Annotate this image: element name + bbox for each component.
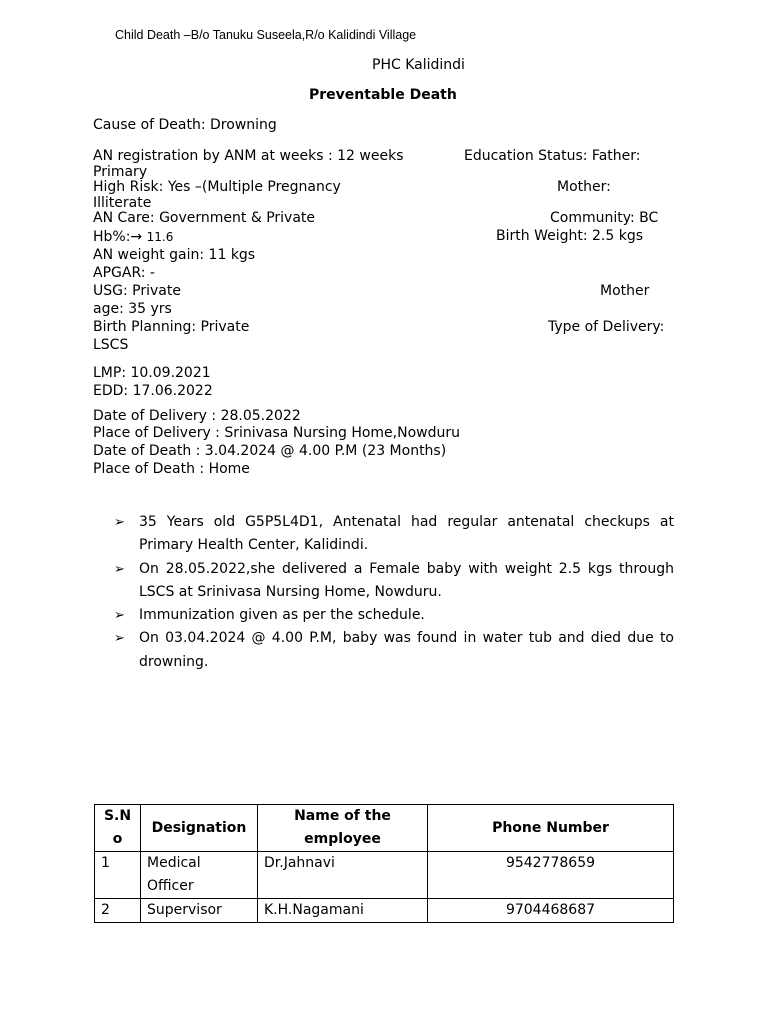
- mother-label: Mother:: [557, 179, 611, 195]
- usg: USG: Private: [93, 283, 181, 299]
- header-phone: Phone Number: [428, 805, 674, 852]
- cell-phone: 9704468687: [428, 899, 674, 923]
- mother-illiterate: Illiterate: [93, 195, 152, 211]
- apgar: APGAR: -: [93, 265, 155, 281]
- header-employee-name: Name of the employee: [258, 805, 428, 852]
- birth-weight: Birth Weight: 2.5 kgs: [496, 228, 644, 244]
- cell-employee-name: Dr.Jahnavi: [258, 852, 428, 899]
- delivery-type-value: LSCS: [93, 337, 129, 353]
- edd: EDD: 17.06.2022: [93, 383, 213, 399]
- list-item: [114, 604, 674, 627]
- hb-field: [93, 229, 173, 246]
- bullet-text: Immunization given as per the schedule.: [139, 607, 425, 624]
- list-item: [114, 558, 674, 605]
- document-header-line: Child Death –B/o Tanuku Suseela,R/o Kalidindi Village: [115, 28, 417, 42]
- birth-planning: Birth Planning: Private: [93, 319, 250, 335]
- cell-sno: 2: [95, 899, 141, 923]
- cause-of-death: Cause of Death: Drowning: [93, 117, 277, 133]
- hb-label: Hb%:→: [93, 229, 143, 245]
- date-of-delivery: Date of Delivery : 28.05.2022: [93, 408, 301, 424]
- cell-designation: Medical Officer: [141, 852, 258, 899]
- summary-bullet-list: [114, 511, 674, 674]
- cell-phone: 9542778659: [428, 852, 674, 899]
- header-sno: S.No: [95, 805, 141, 852]
- phc-name: PHC Kalidindi: [372, 57, 465, 73]
- an-weight-gain: AN weight gain: 11 kgs: [93, 247, 256, 263]
- an-care: AN Care: Government & Private: [93, 210, 316, 226]
- high-risk: High Risk: Yes –(Multiple Pregnancy: [93, 179, 341, 195]
- header-designation: Designation: [141, 805, 258, 852]
- date-of-death: Date of Death : 3.04.2024 @ 4.00 P.M (23 Months): [93, 443, 447, 459]
- arrow-bullet-icon: ➢: [114, 561, 125, 577]
- cell-employee-name: K.H.Nagamani: [258, 899, 428, 923]
- arrow-bullet-icon: ➢: [114, 631, 125, 647]
- hb-value: 11.6: [146, 230, 174, 244]
- community: Community: BC: [550, 210, 659, 226]
- lmp: LMP: 10.09.2021: [93, 365, 211, 381]
- cell-designation: Supervisor: [141, 899, 258, 923]
- education-primary: Primary: [93, 164, 148, 180]
- table-row: [95, 852, 674, 899]
- bullet-text: On 28.05.2022,she delivered a Female baby with weight 2.5 kgs through LSCS at Srinivasa Nursing Home, Nowduru.: [139, 560, 674, 600]
- an-registration: AN registration by ANM at weeks : 12 weeks: [93, 148, 404, 164]
- staff-table: [94, 804, 674, 923]
- table-header-row: [95, 805, 674, 852]
- list-item: [114, 511, 674, 558]
- bullet-text: 35 Years old G5P5L4D1, Antenatal had regular antenatal checkups at Primary Health Center, Kalidindi.: [139, 514, 674, 554]
- cell-sno: 1: [95, 852, 141, 899]
- place-of-death: Place of Death : Home: [93, 461, 250, 477]
- mother-age-label: Mother: [600, 283, 650, 299]
- place-of-delivery: Place of Delivery : Srinivasa Nursing Home,Nowduru: [93, 425, 460, 441]
- bullet-text: On 03.04.2024 @ 4.00 P.M, baby was found in water tub and died due to drowning.: [139, 630, 674, 670]
- list-item: [114, 627, 674, 674]
- arrow-bullet-icon: ➢: [114, 515, 125, 530]
- education-status: Education Status: Father:: [464, 148, 641, 164]
- mother-age: age: 35 yrs: [93, 301, 172, 317]
- table-row: [95, 899, 674, 923]
- arrow-bullet-icon: ➢: [114, 608, 125, 624]
- delivery-type-label: Type of Delivery:: [548, 319, 665, 335]
- page-title: Preventable Death: [309, 87, 457, 103]
